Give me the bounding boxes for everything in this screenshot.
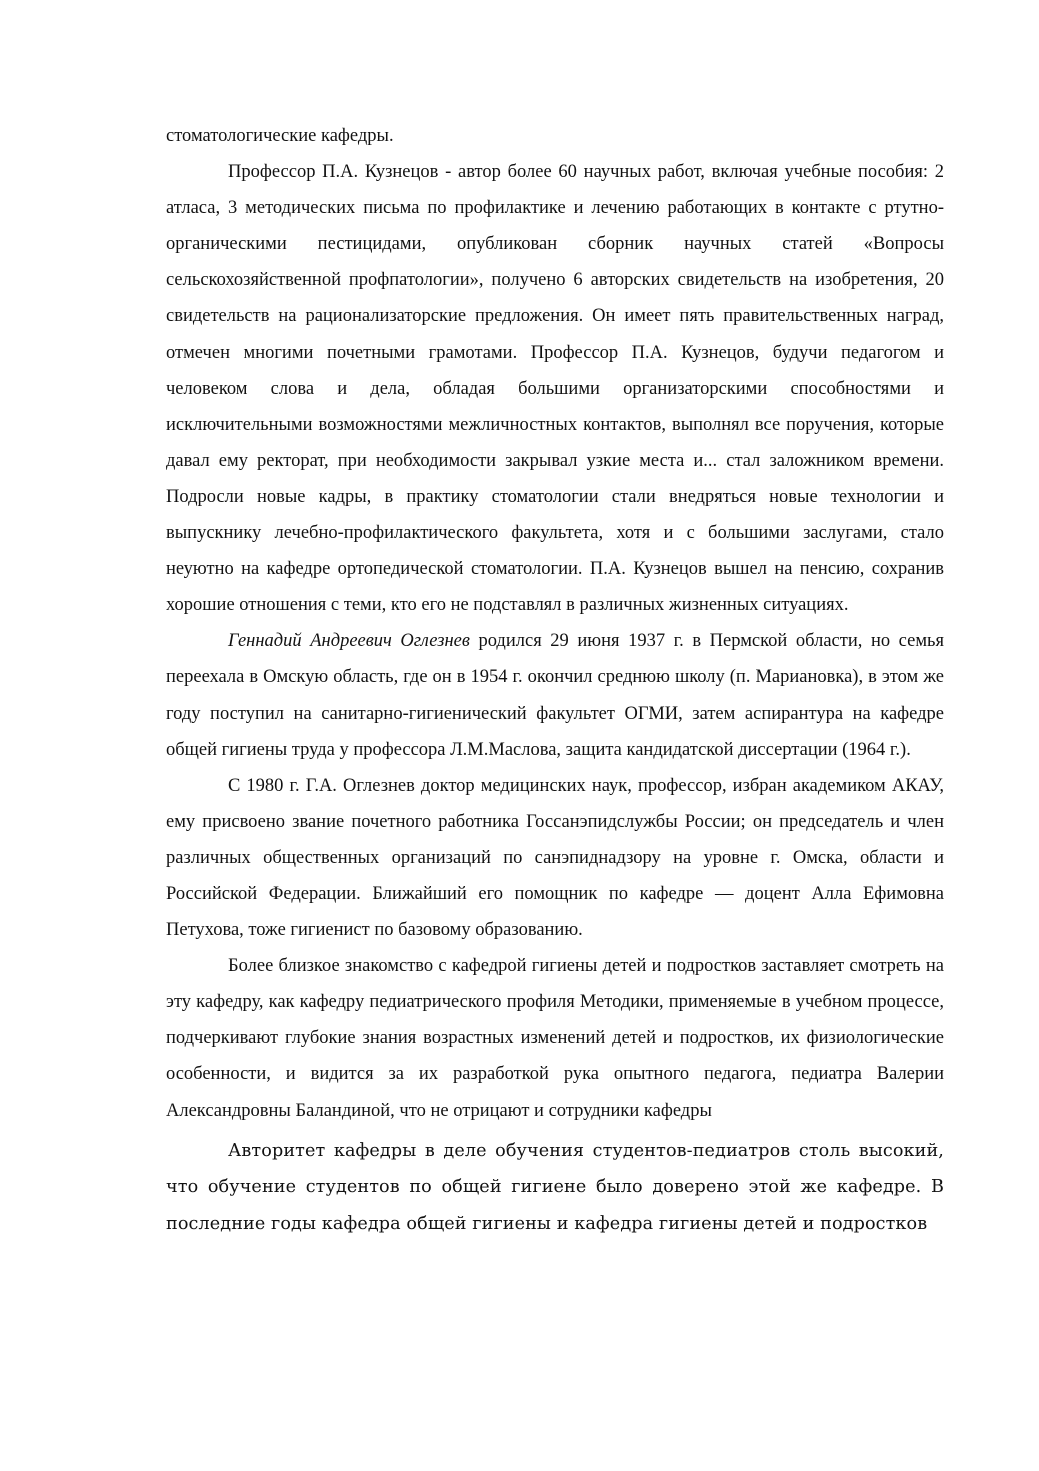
document-page <box>166 118 944 1242</box>
paragraph-ogleznev-bio-text: родился 29 июня 1937 г. в Пермской области, но семья переехала в Омскую область, где он в 1954 г. окончил среднюю школу (п. Мариановка), в этом же году поступил на санитарно-гигиенический факультет ОГМИ, затем аспирантура на кафедре общей гигиены труда у профессора Л.М.Маслова, защита кандидатской диссертации (1964 г.). <box>166 631 944 760</box>
paragraph-continuation: стоматологические кафедры. <box>166 126 394 146</box>
paragraph-department-authority: Авторитет кафедры в деле обучения студентов-педиатров столь высокий, что обучение студентов по общей гигиене было доверено этой же кафедре. В последние годы кафедра общей гигиены и кафедра гигиены детей и подростков <box>166 1140 944 1234</box>
paragraph-kuznetsov: Профессор П.А. Кузнецов - автор более 60 научных работ, включая учебные пособия: 2 атласа, 3 методических письма по профилактике и лечению работающих в контакте с ртутно-органическими пестицидами, опубликован сборник научных статей «Вопросы сельскохозяйственной профпатологии», получено 6 авторских свидетельств на изобретения, 20 свидетельств на рационализаторские предложения. Он имеет пять правительственных наград, отмечен многими почетными грамотами. Профессор П.А. Кузнецов, будучи педагогом и человеком слова и дела, обладая большими организаторскими способностями и исключительными возможностями межличностных контактов, выполнял все поручения, которые давал ему ректорат, при необходимости закрывал узкие места и... стал заложником времени. Подросли новые кадры, в практику стоматологии стали внедряться новые технологии и выпускнику лечебно-профилактического факультета, хотя и с большими заслугами, стало неуютно на кафедре ортопедической стоматологии. П.А. Кузнецов вышел на пенсию, сохранив хорошие отношения с теми, кто его не подставлял в различных жизненных ситуациях. <box>166 162 944 616</box>
person-name-ogleznev: Геннадий Андреевич Оглезнев <box>228 631 470 652</box>
paragraph-ogleznev-bio <box>166 623 944 767</box>
paragraph-child-hygiene: Более близкое знакомство с кафедрой гигиены детей и подростков заставляет смотреть на эту кафедру, как кафедру педиатрического профиля Методики, применяемые в учебном процессе, подчеркивают глубокие знания возрастных изменений детей и подростков, их физиологические особенности, и видится за их разработкой рука опытного педагога, педиатра Валерии Александровны Баландиной, что не отрицают и сотрудники кафедры <box>166 956 944 1121</box>
paragraph-ogleznev-career: С 1980 г. Г.А. Оглезнев доктор медицинских наук, профессор, избран академиком АКАУ, ему присвоено звание почетного работника Госсанэпидслужбы России; он председатель и член различных общественных организаций по санэпиднадзору на уровне г. Омска, области и Российской Федерации. Ближайший его помощник по кафедре — доцент Алла Ефимовна Петухова, тоже гигиенист по базовому образованию. <box>166 775 944 941</box>
